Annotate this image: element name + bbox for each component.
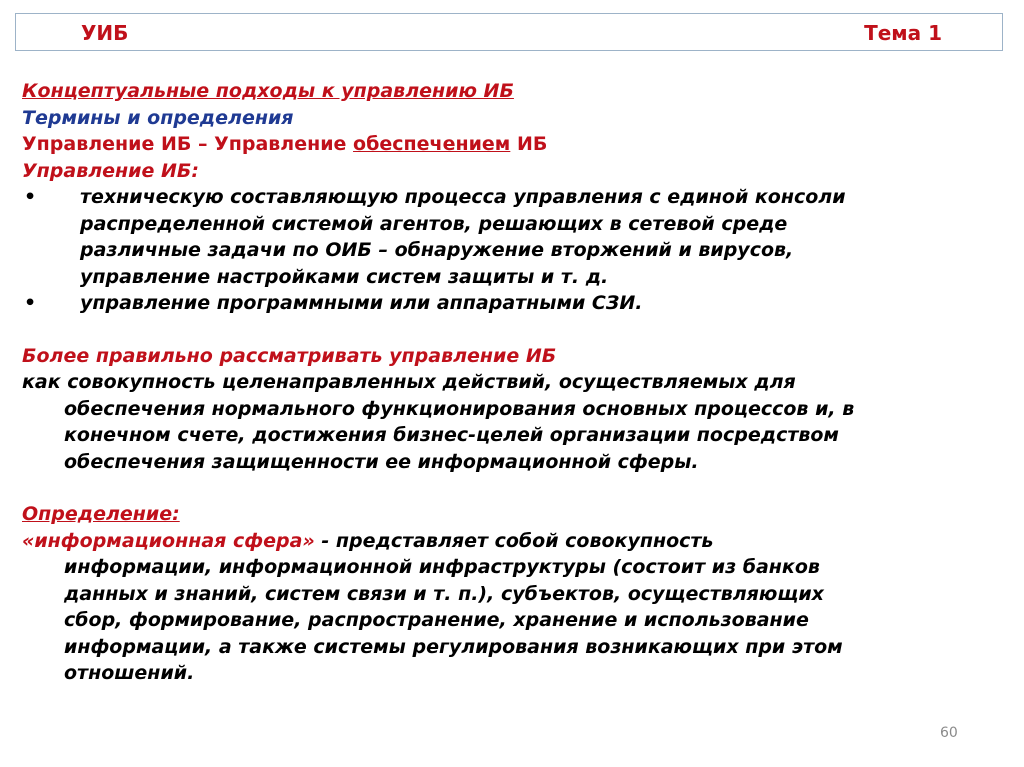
header-left-title: УИБ (81, 21, 129, 45)
bullet-item-szi (22, 290, 997, 317)
bullet-mark: • (24, 292, 37, 314)
definition-text-line: отношений. (64, 662, 195, 684)
slide-heading: Концептуальные подходы к управлению ИБ (22, 80, 514, 102)
slide-subheading: Термины и определения (22, 106, 294, 129)
definition-text-line: данных и знаний, систем связи и т. п.), субъектов, осуществляющих (64, 582, 824, 605)
definition-first-line (22, 528, 997, 555)
correct-text-line: обеспечения нормального функционирования основных процессов и, в (64, 397, 855, 420)
management-label: Управление ИБ: (22, 159, 199, 182)
definition-line (22, 131, 997, 158)
bullet1-line: управление настройками систем защиты и т. д. (80, 265, 609, 288)
correct-text-line: как совокупность целенаправленных действий, осуществляемых для (22, 371, 796, 393)
definition-line-start: Управление ИБ – Управление (22, 133, 354, 155)
page-number: 60 (940, 725, 958, 741)
correct-text-line: конечном счете, достижения бизнес-целей организации посредством (64, 424, 839, 446)
bullet1-line: техническую составляющую процесса управления с единой консоли (80, 186, 846, 208)
slide-content (22, 78, 997, 687)
header-topic: Тема 1 (864, 21, 942, 45)
bullet2-line: управление программными или аппаратными СЗИ. (80, 292, 643, 314)
definition-continuation (22, 554, 997, 687)
correct-text-continuation (22, 396, 997, 476)
slide-header (15, 13, 1003, 51)
spacer (22, 475, 997, 501)
definition-line-underlined: обеспечением (353, 133, 511, 155)
definition-text-line: информации, а также системы регулирования возникающих при этом (64, 635, 843, 658)
bullet1-line: распределенной системой агентов, решающих в сетевой среде (80, 212, 788, 235)
spacer (22, 317, 997, 343)
definition-label: Определение: (22, 503, 180, 525)
bullet-mark: • (24, 186, 37, 208)
definition-term: «информационная сфера» (22, 529, 315, 552)
bullet1-line: различные задачи по ОИБ – обнаружение вторжений и вирусов, (80, 239, 794, 261)
definition-first-text: - представляет собой совокупность (314, 529, 714, 552)
correct-approach-label: Более правильно рассматривать управление ИБ (22, 344, 557, 367)
bullet-item-technical (22, 184, 997, 290)
definition-text-line: сбор, формирование, распространение, хранение и использование (64, 609, 809, 631)
definition-line-end: ИБ (510, 133, 548, 155)
correct-text-line: обеспечения защищенности ее информационной сферы. (64, 450, 699, 473)
definition-text-line: информации, информационной инфраструктуры (состоит из банков (64, 556, 820, 578)
